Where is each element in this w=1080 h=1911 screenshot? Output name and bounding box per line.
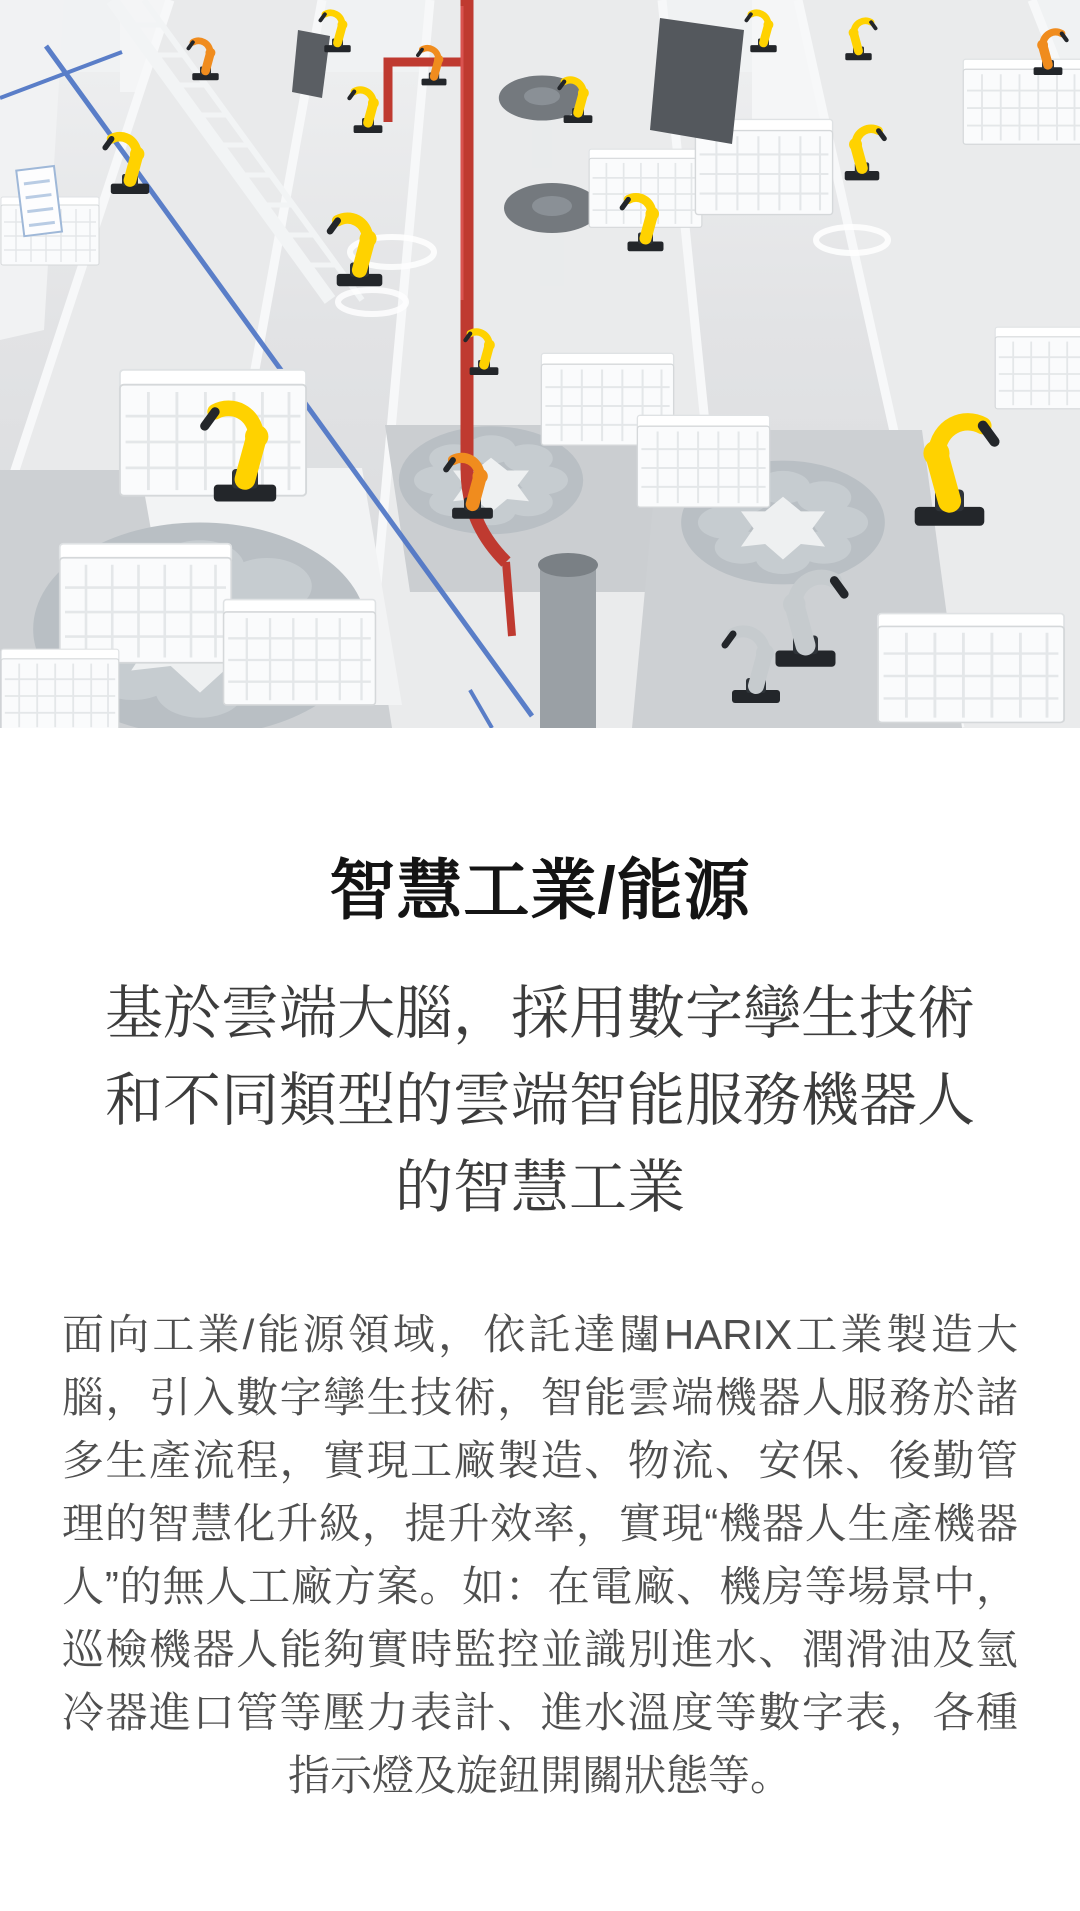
subtitle-line-2: 和不同類型的雲端智能服務機器人 (104, 1068, 975, 1134)
section-subtitle (62, 970, 1018, 1231)
factory-hero-image (0, 0, 1080, 728)
subtitle-line-3: 的智慧工業 (394, 1155, 685, 1221)
subtitle-line-1: 基於雲端大腦，採用數字孿生技術 (104, 981, 975, 1047)
wall-posters (16, 166, 62, 236)
section-smart-industry (0, 844, 1080, 1807)
section-title: 智慧工業/能源 (329, 853, 751, 927)
factory-scene-svg (0, 0, 1080, 728)
section-body: 面向工業/能源領域，依託達闥HARIX工業製造大腦，引入數字孿生技術，智能雲端機器人服務於諸多生產流程，實現工廠製造、物流、安保、後勤管理的智慧化升級，提升效率，實現“機器人生產機器人”的無人工廠方案。如：在電廠、機房等場景中，巡檢機器人能夠實時監控並識別進水、潤滑油及氫冷器進口管等壓力表計、進水溫度等數字表，各種指示燈及旋鈕開關狀態等。 (62, 1311, 1018, 1800)
